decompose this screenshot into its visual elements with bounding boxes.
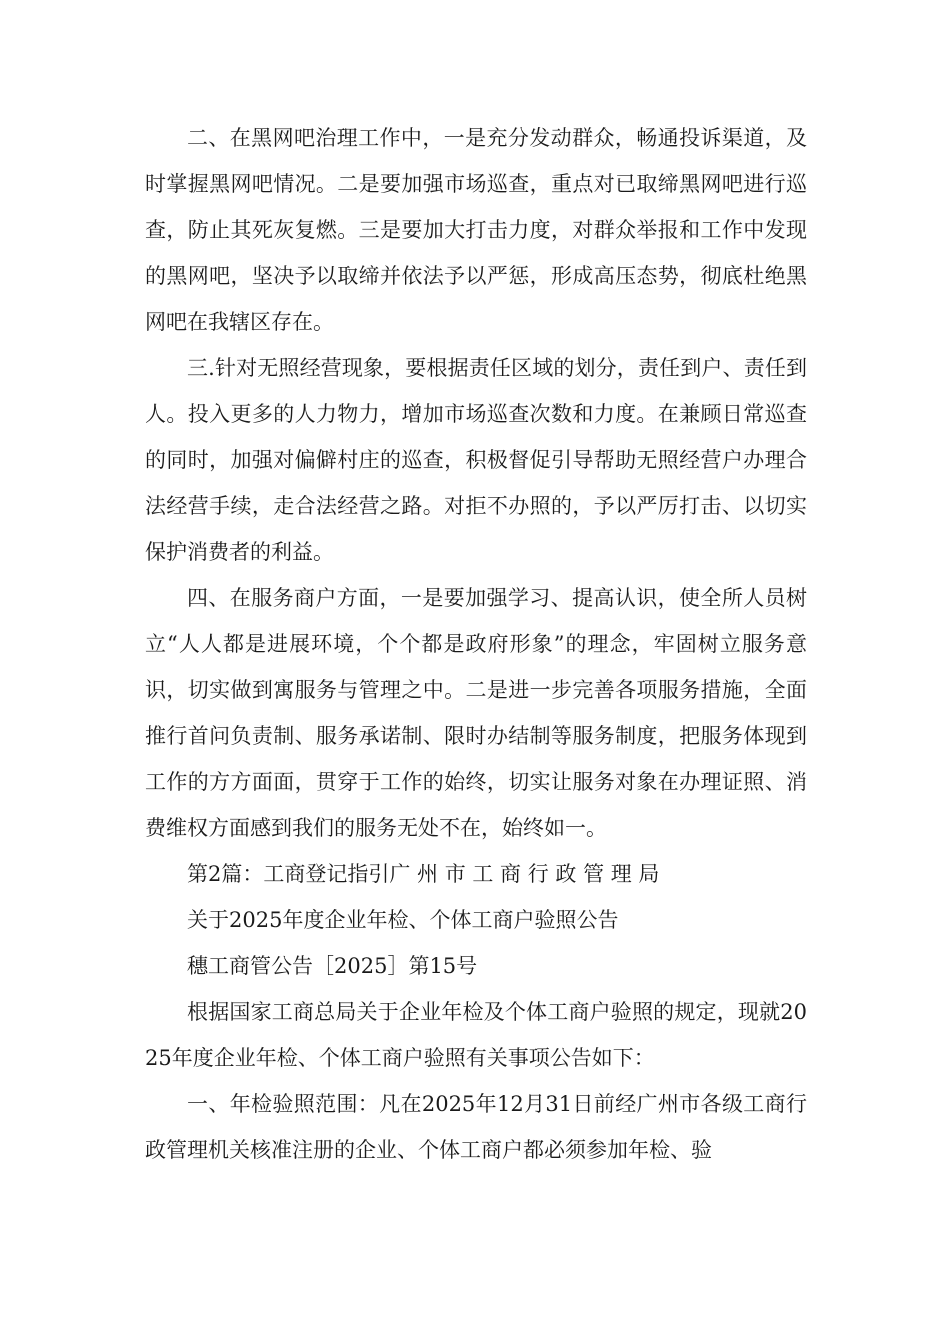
paragraph-internet-cafe-governance: 二、在黑网吧治理工作中，一是充分发动群众，畅通投诉渠道，及时掌握黑网吧情况。二是要加强市场巡查，重点对已取缔黑网吧进行巡查，防止其死灰复燃。三是要加大打击力度，对群众举报和工作中发现的黑网吧，坚决予以取缔并依法予以严惩，形成高压态势，彻底杜绝黑网吧在我辖区存在。 (145, 126, 807, 334)
paragraph-merchant-service: 四、在服务商户方面，一是要加强学习、提高认识，使全所人员树立“人人都是进展环境，个个都是政府形象”的理念，牢固树立服务意识，切实做到寓服务与管理之中。二是进一步完善各项服务措施，全面推行首问负责制、服务承诺制、限时办结制等服务制度，把服务体现到工作的方方面面，贯穿于工作的始终，切实让服务对象在办理证照、消费维权方面感到我们的服务无处不在，始终如一。 (145, 586, 807, 840)
section-heading: 第2篇：工商登记指引广 州 市 工 商 行 政 管 理 局 (187, 862, 660, 886)
paragraph-unlicensed-business: 三.针对无照经营现象，要根据责任区域的划分，责任到户、责任到人。投入更多的人力物力，增加市场巡查次数和力度。在兼顾日常巡查的同时，加强对偏僻村庄的巡查，积极督促引导帮助无照经营户办理合法经营手续，走合法经营之路。对拒不办照的，予以严厉打击、以切实保护消费者的利益。 (145, 356, 807, 564)
announcement-number: 穗工商管公告［2025］第15号 (187, 954, 478, 978)
document-page (145, 115, 807, 1173)
announcement-title: 关于2025年度企业年检、个体工商户验照公告 (187, 908, 619, 932)
paragraph-announcement-intro: 根据国家工商总局关于企业年检及个体工商户验照的规定，现就2025年度企业年检、个体工商户验照有关事项公告如下： (145, 1000, 807, 1070)
paragraph-inspection-scope: 一、年检验照范围：凡在2025年12月31日前经广州市各级工商行政管理机关核准注册的企业、个体工商户都必须参加年检、验 (145, 1092, 807, 1162)
